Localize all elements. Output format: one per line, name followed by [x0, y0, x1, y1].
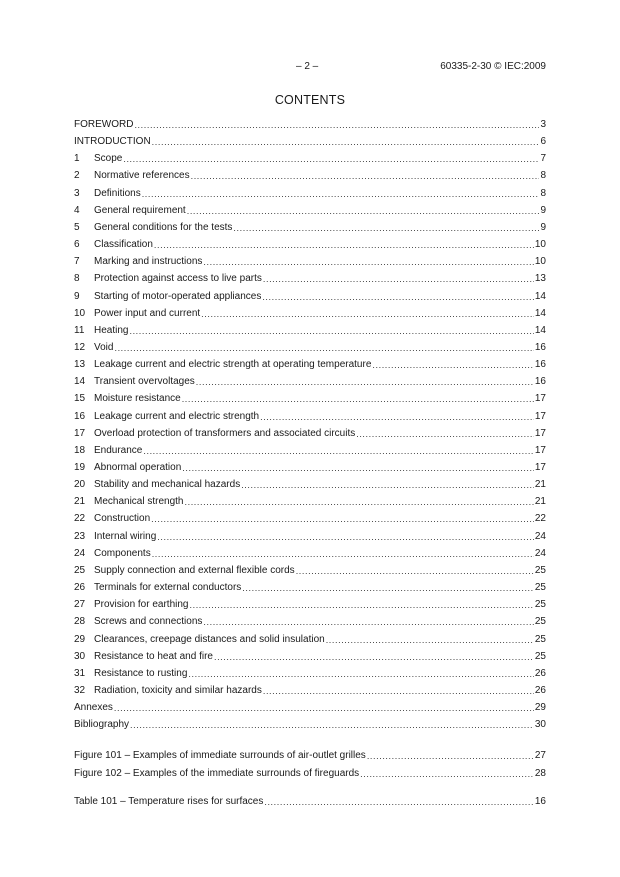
entry-number: 8: [74, 273, 80, 285]
toc-entry[interactable]: [74, 203, 546, 217]
entry-page-number: 25: [534, 564, 546, 576]
entry-number: 19: [74, 462, 86, 473]
entry-number: 17: [74, 427, 86, 439]
dot-leader: [262, 291, 534, 303]
entry-label: Scope: [94, 153, 123, 165]
toc-entry[interactable]: [74, 597, 546, 611]
entry-label: Mechanical strength: [94, 496, 184, 508]
entry-label: Leakage current and electric strength at operating temperature: [94, 359, 372, 371]
entry-label: Figure 102 – Examples of the immediate surrounds of fireguards: [74, 767, 360, 779]
entry-page-number: 8: [540, 170, 546, 182]
dot-leader: [151, 513, 534, 525]
entry-label: Leakage current and electric strength: [94, 410, 260, 422]
entry-label: Definitions: [94, 187, 141, 199]
entry-label: Provision for earthing: [94, 599, 189, 611]
dot-leader: [241, 479, 534, 491]
entry-page-number: 28: [534, 767, 546, 779]
toc-entry[interactable]: [74, 357, 546, 371]
entry-page-number: 25: [534, 616, 546, 628]
entry-number: 20: [74, 479, 86, 491]
dot-leader: [260, 411, 534, 423]
toc-entry[interactable]: [74, 254, 546, 268]
entry-label: Construction: [94, 513, 151, 525]
entry-page-number: 10: [534, 239, 546, 251]
entry-page-number: 9: [540, 221, 546, 233]
dot-leader: [114, 342, 533, 354]
entry-page-number: 17: [534, 427, 546, 439]
entry-label: Resistance to heat and fire: [94, 650, 213, 662]
entry-page-number: 8: [540, 187, 546, 199]
entry-number: 28: [74, 616, 86, 628]
entry-page-number: 17: [534, 410, 546, 422]
toc-entry[interactable]: [74, 700, 546, 714]
entry-label: Radiation, toxicity and similar hazards: [94, 684, 262, 696]
standard-reference: 60335-2-30 © IEC:2009: [440, 61, 546, 72]
toc-entry[interactable]: [74, 237, 546, 251]
entry-page-number: 16: [534, 359, 546, 371]
entry-label: Screws and connections: [94, 616, 203, 628]
entry-label: Starting of motor-operated appliances: [94, 290, 262, 302]
toc-entry[interactable]: [74, 748, 546, 762]
entry-page-number: 21: [534, 496, 546, 508]
dot-leader: [130, 719, 534, 731]
entry-label: Supply connection and external flexible cords: [94, 564, 295, 576]
dot-leader: [214, 651, 534, 663]
toc-entry[interactable]: [74, 546, 546, 560]
toc-entry[interactable]: [74, 511, 546, 525]
dot-leader: [367, 750, 534, 762]
entry-page-number: 9: [540, 204, 546, 216]
entry-page-number: 13: [534, 273, 546, 285]
dot-leader: [134, 119, 539, 131]
toc-entry[interactable]: [74, 717, 546, 731]
toc-entry[interactable]: [74, 649, 546, 663]
entry-number: 5: [74, 221, 80, 233]
entry-number: 6: [74, 239, 80, 251]
entry-label: Power input and current: [94, 307, 201, 319]
entry-number: 14: [74, 376, 86, 388]
entry-page-number: 30: [534, 719, 546, 731]
dot-leader: [157, 531, 534, 543]
dot-leader: [196, 376, 534, 388]
toc-entry[interactable]: [74, 409, 546, 423]
dot-leader: [185, 496, 534, 508]
dot-leader: [201, 308, 534, 320]
dot-leader: [142, 188, 540, 200]
entry-page-number: 14: [534, 290, 546, 302]
entry-number: 7: [74, 256, 80, 268]
toc-entry[interactable]: [74, 580, 546, 594]
entry-label: Void: [94, 341, 114, 353]
dot-leader: [372, 359, 533, 371]
entry-label: Transient overvoltages: [94, 376, 195, 388]
entry-label: Normative references: [94, 170, 190, 182]
entry-label: Abnormal operation: [94, 462, 182, 473]
dot-leader: [191, 170, 540, 182]
entry-page-number: 21: [534, 479, 546, 491]
entry-page-number: 25: [534, 650, 546, 662]
entry-label: General requirement: [94, 204, 186, 216]
dot-leader: [188, 668, 533, 680]
entry-page-number: 24: [534, 547, 546, 559]
dot-leader: [190, 599, 534, 611]
entry-page-number: 17: [534, 462, 546, 473]
dot-leader: [296, 565, 534, 577]
entry-page-number: 22: [534, 513, 546, 525]
dot-leader: [203, 616, 533, 628]
dot-leader: [263, 685, 534, 697]
entry-page-number: 24: [534, 530, 546, 542]
dot-leader: [263, 273, 534, 285]
toc-entry[interactable]: [74, 563, 546, 577]
entry-number: 25: [74, 564, 86, 576]
dot-leader: [356, 428, 534, 440]
entry-number: 21: [74, 496, 86, 508]
toc-entry[interactable]: [74, 494, 546, 508]
entry-label: Classification: [94, 239, 153, 251]
dot-leader: [123, 153, 539, 165]
entry-page-number: 16: [534, 796, 546, 807]
toc-entry[interactable]: [74, 766, 546, 780]
entry-label: Terminals for external conductors: [94, 582, 242, 594]
toc-entry[interactable]: [74, 117, 546, 131]
entry-number: 24: [74, 547, 86, 559]
toc-entry[interactable]: [74, 168, 546, 182]
entry-page-number: 6: [540, 136, 546, 148]
entry-page-number: 26: [534, 684, 546, 696]
entry-number: 9: [74, 290, 80, 302]
dot-leader: [129, 325, 533, 337]
entry-number: 32: [74, 684, 86, 696]
entry-page-number: 7: [540, 153, 546, 165]
entry-label: Endurance: [94, 444, 143, 456]
toc-entry[interactable]: [74, 666, 546, 680]
entry-number: 31: [74, 667, 86, 679]
entry-page-number: 25: [534, 582, 546, 594]
toc-entry[interactable]: [74, 271, 546, 285]
toc-entry[interactable]: [74, 460, 546, 474]
dot-leader: [143, 445, 534, 457]
entry-number: 30: [74, 650, 86, 662]
entry-page-number: 17: [534, 444, 546, 456]
entry-page-number: 16: [534, 376, 546, 388]
entry-number: 27: [74, 599, 86, 611]
toc-entry[interactable]: [74, 340, 546, 354]
toc-entry[interactable]: [74, 323, 546, 337]
dot-leader: [154, 239, 534, 251]
toc-entry[interactable]: [74, 614, 546, 628]
toc-entry[interactable]: [74, 683, 546, 697]
entry-label: Marking and instructions: [94, 256, 203, 268]
entry-label: Overload protection of transformers and associated circuits: [94, 427, 356, 439]
dot-leader: [360, 768, 534, 780]
entry-page-number: 10: [534, 256, 546, 268]
page-title: CONTENTS: [274, 93, 346, 107]
dot-leader: [242, 582, 534, 594]
dot-leader: [152, 548, 534, 560]
toc-entry[interactable]: [74, 391, 546, 405]
entry-number: 11: [74, 324, 85, 336]
entry-page-number: 3: [540, 119, 546, 130]
entry-label: Stability and mechanical hazards: [94, 479, 241, 491]
entry-label: General conditions for the tests: [94, 221, 233, 233]
toc-entry[interactable]: [74, 151, 546, 165]
entry-page-number: 26: [534, 667, 546, 679]
entry-label: Moisture resistance: [94, 393, 181, 405]
entry-number: 26: [74, 582, 86, 594]
toc-entry[interactable]: [74, 426, 546, 440]
toc-entry[interactable]: [74, 220, 546, 234]
toc-entry[interactable]: [74, 477, 546, 491]
dot-leader: [203, 256, 533, 268]
toc-entry[interactable]: [74, 186, 546, 200]
entry-number: 16: [74, 410, 86, 422]
entry-page-number: 27: [534, 750, 546, 761]
dot-leader: [326, 634, 534, 646]
dot-leader: [182, 393, 534, 405]
toc-entry[interactable]: [74, 374, 546, 388]
entry-label: Protection against access to live parts: [94, 273, 262, 285]
entry-label: Annexes: [74, 702, 113, 714]
entry-label: Resistance to rusting: [94, 667, 188, 679]
entry-page-number: 29: [534, 702, 546, 714]
entry-label: Clearances, creepage distances and solid insulation: [94, 633, 325, 645]
entry-label: Figure 101 – Examples of immediate surrounds of air-outlet grilles: [74, 750, 366, 761]
entry-number: 22: [74, 513, 86, 525]
entry-number: 1: [74, 153, 80, 165]
dot-leader: [233, 222, 539, 234]
dot-leader: [187, 205, 540, 217]
entry-label: Heating: [94, 324, 129, 336]
entry-page-number: 16: [534, 341, 546, 353]
dot-leader: [152, 136, 540, 148]
entry-number: 29: [74, 633, 86, 645]
dot-leader: [264, 796, 534, 808]
toc-entry[interactable]: [74, 306, 546, 320]
page-number: – 2 –: [296, 61, 319, 72]
dot-leader: [182, 462, 534, 474]
entry-number: 23: [74, 530, 86, 542]
entry-label: FOREWORD: [74, 119, 134, 130]
dot-leader: [114, 702, 534, 714]
entry-page-number: 25: [534, 633, 546, 645]
entry-page-number: 14: [534, 324, 546, 336]
entry-page-number: 14: [534, 307, 546, 319]
entry-label: Components: [94, 547, 151, 559]
entry-number: 4: [74, 204, 80, 216]
toc-entry[interactable]: [74, 134, 546, 148]
entry-number: 15: [74, 393, 86, 405]
entry-label: Bibliography: [74, 719, 130, 731]
entry-label: INTRODUCTION: [74, 136, 151, 148]
toc-entry[interactable]: [74, 632, 546, 646]
toc-entry[interactable]: [74, 529, 546, 543]
toc-entry[interactable]: [74, 289, 546, 303]
entry-label: Internal wiring: [94, 530, 157, 542]
toc-entry[interactable]: [74, 443, 546, 457]
entry-number: 2: [74, 170, 80, 182]
entry-label: Table 101 – Temperature rises for surfaces: [74, 796, 264, 807]
entry-page-number: 25: [534, 599, 546, 611]
entry-number: 10: [74, 307, 86, 319]
toc-entry[interactable]: [74, 794, 546, 808]
entry-number: 3: [74, 187, 80, 199]
entry-number: 18: [74, 444, 86, 456]
entry-number: 13: [74, 359, 86, 371]
entry-number: 12: [74, 341, 86, 353]
entry-page-number: 17: [534, 393, 546, 405]
